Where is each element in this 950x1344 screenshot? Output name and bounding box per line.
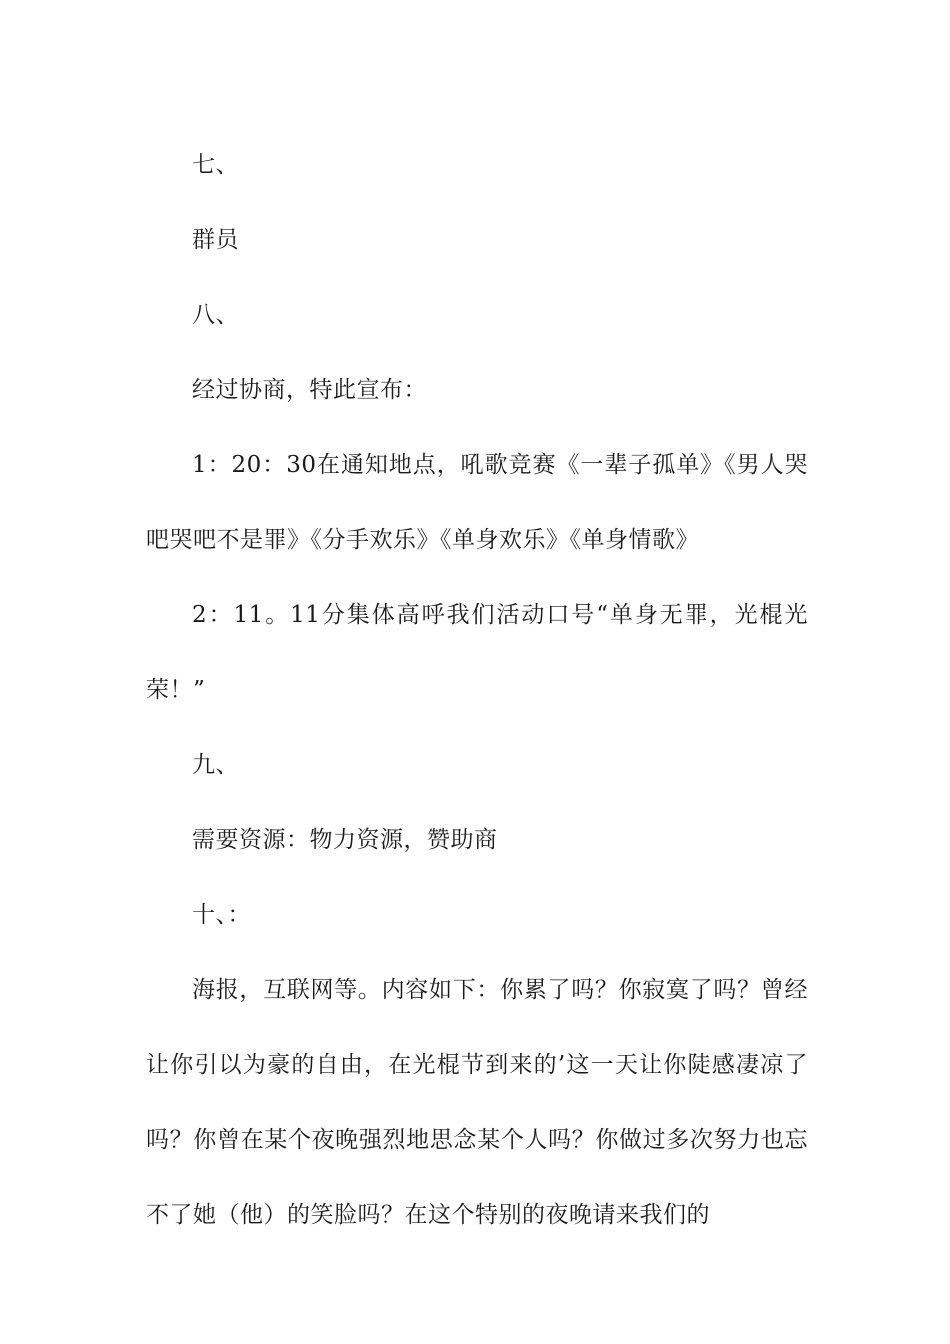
paragraph-members: 群员 <box>192 227 239 253</box>
paragraph-resources: 需要资源：物力资源，赞助商 <box>192 827 498 853</box>
paragraph-promotion: 海报，互联网等。内容如下：你累了吗？你寂寞了吗？曾经让你引以为豪的自由，在光棍节到来的’这一天让你陡感凄凉了吗？你曾在某个夜晚强烈地思念某个人吗？你做过多次努力也忘不了她（他）的笑脸吗？在这个特别的夜晚请来我们的 <box>146 977 808 1228</box>
paragraph-announcement: 经过协商，特此宣布： <box>192 377 427 403</box>
paragraph-item-2: 2：11。11分集体高呼我们活动口号“单身无罪，光棍光荣！” <box>146 602 808 703</box>
section-heading-ten: 十、： <box>192 902 251 928</box>
paragraph-item-1: 1：20：30在通知地点，吼歌竞赛《一辈子孤单》《男人哭吧哭吧不是罪》《分手欢乐》《单身欢乐》《单身情歌》 <box>146 452 808 553</box>
section-heading-nine: 九、 <box>192 752 239 778</box>
section-heading-seven: 七、 <box>192 152 239 178</box>
document-body <box>146 128 808 1253</box>
section-heading-eight: 八、 <box>192 302 239 328</box>
